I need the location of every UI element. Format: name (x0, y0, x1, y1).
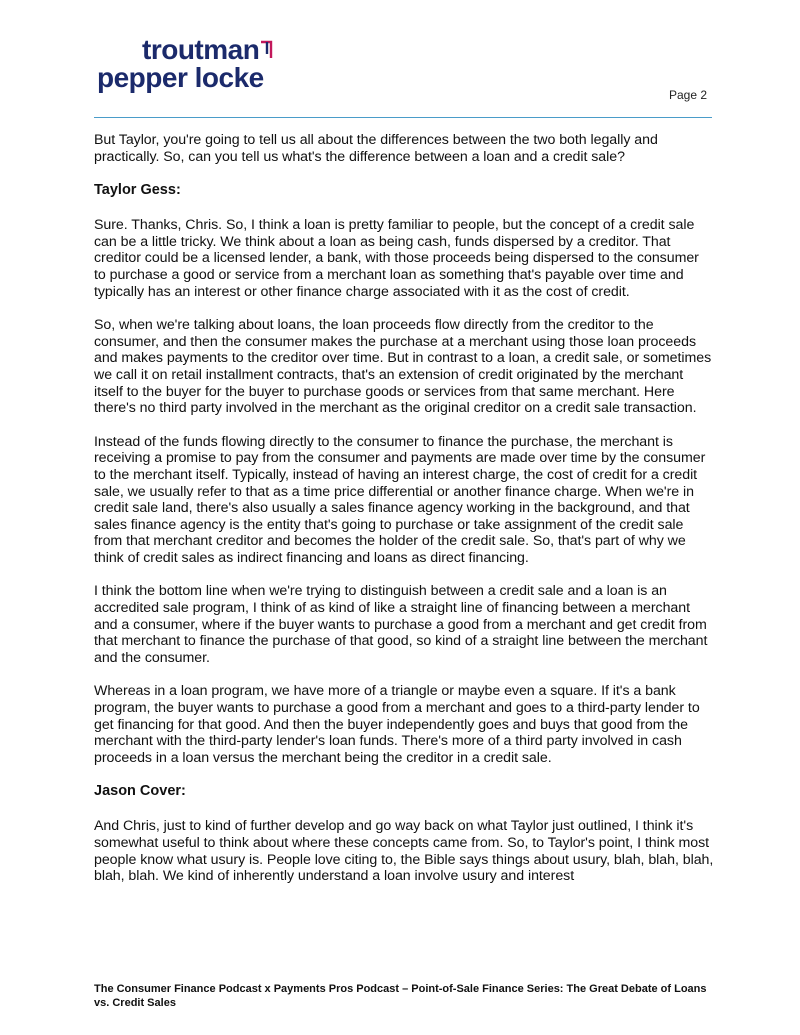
logo-text-line2: pepper locke (97, 62, 264, 93)
transcript-paragraph: Instead of the funds flowing directly to the consumer to finance the purchase, the merchant is receiving a promise to pay from the consumer and payments are made over time by the consumer to the merchant itself. Typically, instead of having an interest charge, the cost of credit for a credit sale, we usually refer to that as a time price differential or another finance charge. When we're in credit sale land, there's also usually a sales finance agency working in the background, and that sales finance agency is the entity that's going to purchase or take assignment of the credit sale from that merchant creditor and becomes the holder of the credit sale. So, that's part of why we think of credit sales as indirect financing and loans as direct financing. (94, 433, 706, 566)
transcript-paragraph: But Taylor, you're going to tell us all about the differences between the two both legally and practically. So, can you tell us what's the difference between a loan and a credit sale? (94, 132, 658, 165)
firm-logo (97, 34, 277, 98)
page-number: Page 2 (669, 88, 708, 102)
document-footer: The Consumer Finance Podcast x Payments Pros Podcast – Point-of-Sale Finance Series: The Great Debate of Loans vs. Credit Sales (94, 983, 707, 1009)
transcript-body (94, 132, 714, 902)
speaker-name: Taylor Gess: (94, 182, 181, 199)
transcript-paragraph: So, when we're talking about loans, the loan proceeds flow directly from the creditor to the consumer, and then the consumer makes the purchase at a merchant using those loan proceeds and makes payments to the creditor over time. But in contrast to a loan, a credit sale, or sometimes we call it on retail installment contracts, that's an extension of credit originated by the merchant itself to the buyer for the buyer to purchase goods or services from that same merchant. Here there's no third party involved in the merchant as the original creditor on a credit sale transaction. (94, 317, 712, 417)
transcript-paragraph: Whereas in a loan program, we have more of a triangle or maybe even a square. If it's a bank program, the buyer wants to purchase a good from a merchant and goes to a third-party lender to get financing for that good. And then the buyer independently goes and buys that good from the merchant with the third-party lender's loan funds. There's more of a third party involved in cash proceeds in a loan versus the merchant being the creditor in a credit sale. (94, 683, 700, 766)
header-divider (94, 117, 712, 118)
transcript-paragraph: I think the bottom line when we're trying to distinguish between a credit sale and a loan is an accredited sale program, I think of as kind of like a straight line of financing between a merchant and a consumer, where if the buyer wants to purchase a good from a merchant and get credit from that merchant to finance the purchase of that good, so kind of a straight line between the merchant and the consumer. (94, 583, 708, 666)
logo-mark-icon (259, 38, 273, 60)
logo-text-line1: troutman (142, 34, 260, 65)
transcript-paragraph: Sure. Thanks, Chris. So, I think a loan is pretty familiar to people, but the concept of a credit sale can be a little tricky. We think about a loan as being cash, funds dispersed by a creditor. That creditor could be a licensed lender, a bank, with those proceeds being dispersed to the consumer to purchase a good or service from a merchant loan as something that's payable over time and typically has an interest or other finance charge associated with it as the cost of credit. (94, 217, 699, 300)
speaker-name: Jason Cover: (94, 783, 186, 800)
transcript-paragraph: And Chris, just to kind of further develop and go way back on what Taylor just outlined, I think it's somewhat useful to think about where these concepts came from. So, to Taylor's point, I think most people know what usury is. People love citing to, the Bible says things about usury, blah, blah, blah, blah, blah. We kind of inherently understand a loan involve usury and interest (94, 818, 714, 885)
